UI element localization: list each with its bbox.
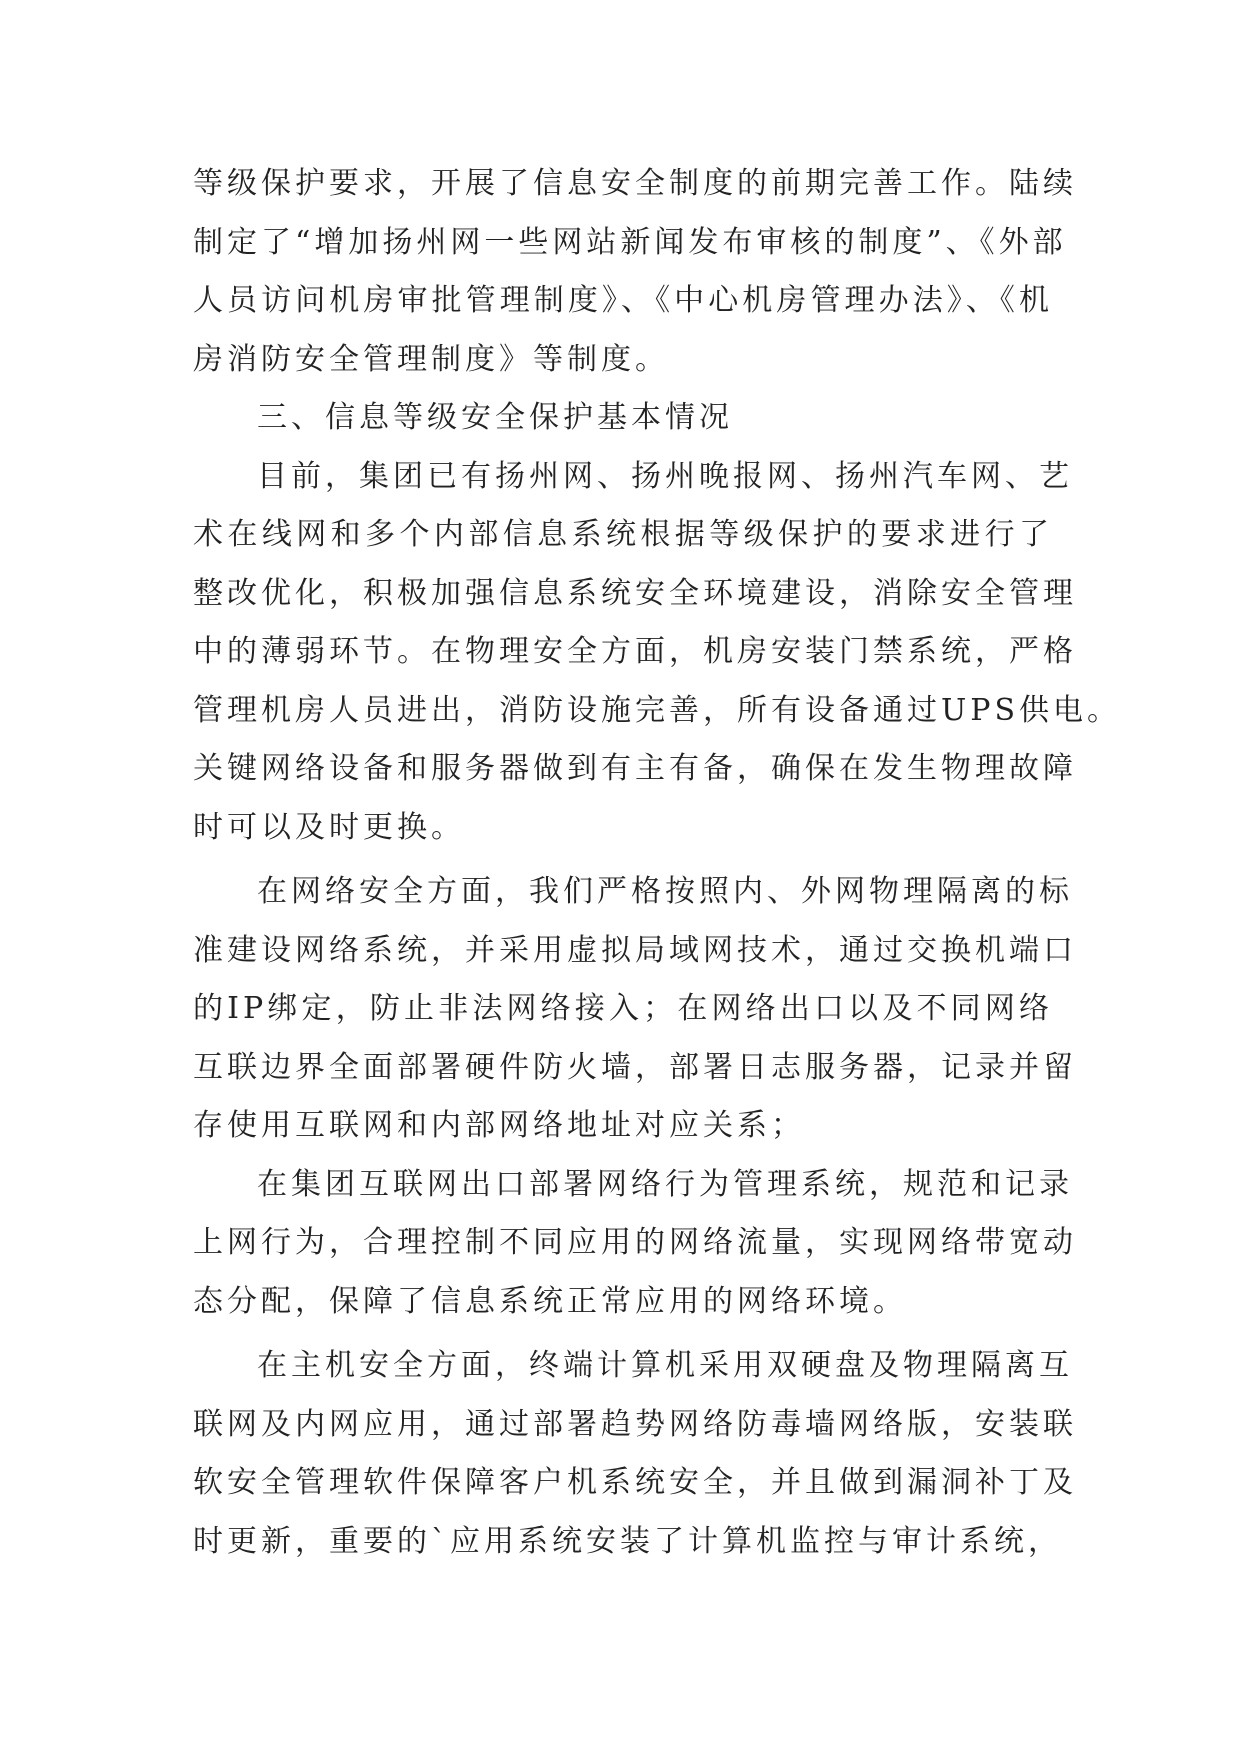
text-line: 上网行为，合理控制不同应用的网络流量，实现网络带宽动 bbox=[193, 1225, 1077, 1260]
paragraph bbox=[193, 863, 1077, 1156]
text-line: 整改优化，积极加强信息系统安全环境建设，消除安全管理 bbox=[193, 575, 1077, 611]
text-line: 目前，集团已有扬州网、扬州晚报网、扬州汽车网、艺 bbox=[257, 458, 1073, 494]
text-line: 态分配，保障了信息系统正常应用的网络环境。 bbox=[193, 1283, 907, 1319]
text-line: 人员访问机房审批管理制度》、《中心机房管理办法》、《机 bbox=[193, 283, 1053, 318]
text-line: 管理机房人员进出，消防设施完善，所有设备通过UPS供电。 bbox=[193, 692, 1122, 728]
paragraph bbox=[193, 448, 1122, 858]
text-line: 制定了“增加扬州网一些网站新闻发布审核的制度”、《外部 bbox=[193, 224, 1067, 260]
text-line: 在集团互联网出口部署网络行为管理系统，规范和记录 bbox=[257, 1166, 1073, 1202]
text-line: 中的薄弱环节。在物理安全方面，机房安装门禁系统，严格 bbox=[193, 634, 1077, 669]
paragraph bbox=[193, 155, 1077, 389]
paragraph bbox=[193, 1337, 1077, 1571]
text-line: 术在线网和多个内部信息系统根据等级保护的要求进行了 bbox=[193, 517, 1053, 552]
text-line: 联网及内网应用，通过部署趋势网络防毒墙网络版，安装联 bbox=[193, 1406, 1077, 1442]
paragraph bbox=[193, 1156, 1077, 1332]
section-heading bbox=[193, 389, 1053, 448]
text-line: 软安全管理软件保障客户机系统安全，并且做到漏洞补丁及 bbox=[193, 1465, 1077, 1500]
text-line: 等级保护要求，开展了信息安全制度的前期完善工作。陆续 bbox=[193, 166, 1077, 201]
text-line: 房消防安全管理制度》等制度。 bbox=[193, 341, 669, 377]
text-line: 关键网络设备和服务器做到有主有备，确保在发生物理故障 bbox=[193, 751, 1077, 786]
heading-line: 三、信息等级安全保护基本情况 bbox=[257, 400, 733, 435]
document-body bbox=[193, 155, 1122, 1571]
text-line: 时可以及时更换。 bbox=[193, 809, 465, 845]
text-line: 在网络安全方面，我们严格按照内、外网物理隔离的标 bbox=[257, 874, 1073, 909]
text-line: 在主机安全方面，终端计算机采用双硬盘及物理隔离互 bbox=[257, 1348, 1073, 1383]
text-line: 的IP绑定，防止非法网络接入；在网络出口以及不同网络 bbox=[193, 991, 1053, 1026]
text-line: 时更新，重要的`应用系统安装了计算机监控与审计系统， bbox=[193, 1523, 1062, 1559]
text-line: 存使用互联网和内部网络地址对应关系； bbox=[193, 1108, 805, 1143]
text-line: 互联边界全面部署硬件防火墙，部署日志服务器，记录并留 bbox=[193, 1049, 1077, 1085]
text-line: 准建设网络系统，并采用虚拟局域网技术，通过交换机端口 bbox=[193, 932, 1077, 968]
